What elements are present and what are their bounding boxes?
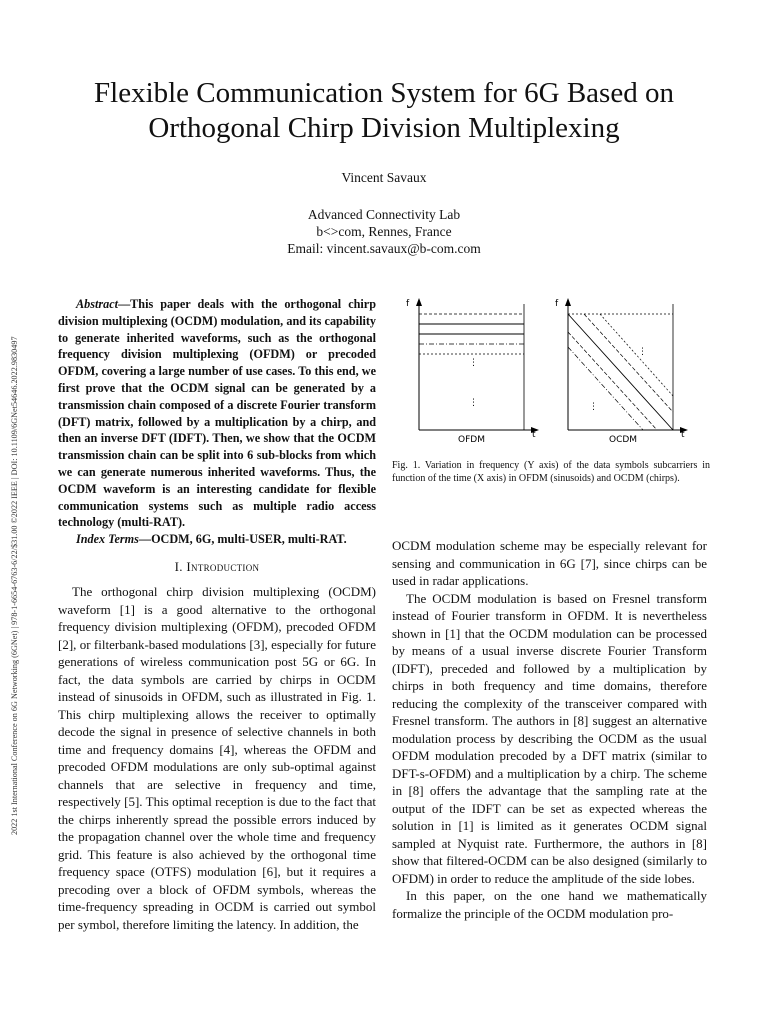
section-number: I. — [174, 558, 183, 574]
author-name: Vincent Savaux — [341, 170, 427, 185]
left-column — [58, 296, 376, 933]
right-column — [392, 537, 707, 922]
right-paragraph-2: The OCDM modulation is based on Fresnel transform instead of Fourier transform in OFDM. It is nevertheless shown in [1] that the OCDM modulation can be processed by means of a usual inverse discrete Fourier Transform (IDFT), preceded and followed by a multiplication by chirps in both frequency and time domains, therefore reducing the complexity of the transceiver compared with Fresnel transform. The authors in [8] suggest an alternative modulation process by describing the OCDM as the usual OFDM modulation precoded by a DFT matrix (similar to DFT-s-OFDM) and a multiplication by a chirp. The scheme in [8] offers the advantage that the sampling rate at the output of the IDFT can be set as expected whereas the solution in [1] is limited as it generates OCDM signal sampled at Nyquist rate. Furthermore, the authors in [8] show that filtered-OCDM can be also designed (similarly to OFDM) in order to reduce the amplitude of the side lobes. — [392, 590, 707, 886]
ocdm-chirp-3 — [568, 347, 643, 430]
section-heading — [58, 558, 376, 576]
ofdm-dots-2: ⋮ — [469, 398, 478, 408]
affiliation-email: Email: vincent.savaux@b-com.com — [287, 241, 481, 256]
ocdm-chirp-main — [568, 314, 673, 430]
index-terms — [58, 531, 376, 548]
index-terms-label: Index Terms — [76, 532, 139, 547]
ocdm-panel — [555, 298, 688, 445]
ocdm-y-arrow — [565, 298, 571, 306]
index-terms-text: —OCDM, 6G, multi-USER, multi-RAT. — [138, 532, 347, 547]
ocdm-t-label: t — [681, 430, 685, 440]
ocdm-f-label: f — [555, 299, 559, 309]
right-paragraph-1: OCDM modulation scheme may be especially relevant for sensing and communication in 6G [7], since chirps can be used in radar applications. — [392, 538, 707, 588]
figure-caption: Fig. 1. Variation in frequency (Y axis) of the data symbols subcarriers in function of the time (X axis) in OFDM (sinusoids) and OCDM (chirps). — [392, 460, 710, 484]
doi-side-banner — [6, 195, 22, 835]
ofdm-panel — [406, 298, 539, 445]
ofdm-t-label: t — [532, 430, 536, 440]
abstract-text: —This paper deals with the orthogonal chirp division multiplexing (OCDM) modulation, and its capability to generate inherited waveforms, such as the orthogonal frequency division multiplexing (OFDM) or precoded OFDM, covering a large number of use cases. To this end, we first prove that the OCDM signal can be generated by a transmission chain composed of a discrete Fourier transform (DFT) matrix, followed by a multiplication by a chirp, and then an inverse DFT (IDFT). Then, we show that the OCDM transmission chain can be split into 6 sub-blocks from which we can generate numerous inherited waveforms. Thus, the OCDM waveform is an interesting candidate for flexible communication systems such as multiple radio access technology (multi-RAT). — [58, 297, 376, 530]
ofdm-y-arrow — [416, 298, 422, 306]
figure-1 — [392, 292, 707, 462]
affiliation-location: b<>com, Rennes, France — [316, 224, 452, 239]
ocdm-dots-2: ⋮ — [589, 402, 598, 412]
doi-banner-text: 2022 1st International Conference on 6G Networking (6GNet) | 978-1-6654-6763-6/22/$31.00 ©2022 IEEE | DOI: 10.1109/6GNet54646.2022.9830497 — [10, 336, 19, 835]
intro-paragraph: The orthogonal chirp division multiplexing (OCDM) waveform [1] is a good alternative to the orthogonal frequency division multiplexing (OFDM), precoded OFDM [2], or filterbank-based modulations [3], especially for future generations of wireless communication post 5G or 6G. In fact, the data symbols are carried by chirps in OCDM instead of sinusoids in OFDM, such as illustrated in Fig. 1. This chirp multiplexing allows the receiver to optimally decode the signal in presence of selective channels in both time and frequency domains [4], whereas the OFDM and precoded OFDM modulations are only sub-optimal against channels that are selective in frequency and time, respectively [5]. This optimal reception is due to the fact that the chirps inherently spread the possible errors induced by the propagation channel over the whole time and frequency grid. This feature is also achieved by the orthogonal time frequency space (OTFS) modulation [6], but it requires a precoding over a block of OFDM symbols, whereas the time-frequency spreading in OCDM is carried out symbol per symbol, therefore limiting the latency. In addition, the — [58, 584, 376, 932]
right-paragraph-3: In this paper, on the one hand we mathematically formalize the principle of the OCDM modulation pro- — [392, 888, 707, 921]
ofdm-f-label: f — [406, 299, 410, 309]
ocdm-label: OCDM — [609, 435, 638, 445]
title-line-2: Orthogonal Chirp Division Multiplexing — [148, 112, 620, 144]
paper-title — [40, 76, 728, 146]
ocdm-chirp-wrap-1 — [584, 314, 673, 412]
abstract-label: Abstract — [76, 297, 118, 311]
figure-1-graphic — [392, 292, 707, 462]
title-line-1: Flexible Communication System for 6G Based on — [94, 77, 674, 109]
ofdm-label: OFDM — [458, 435, 485, 445]
ocdm-dots-1: ⋮ — [638, 347, 647, 357]
ocdm-chirp-wrap-2 — [600, 314, 673, 396]
section-title: Introduction — [186, 558, 260, 574]
ofdm-dots-1: ⋮ — [469, 358, 478, 368]
affiliation-lab: Advanced Connectivity Lab — [307, 207, 461, 222]
abstract — [58, 296, 376, 531]
affiliation-block — [0, 206, 768, 257]
